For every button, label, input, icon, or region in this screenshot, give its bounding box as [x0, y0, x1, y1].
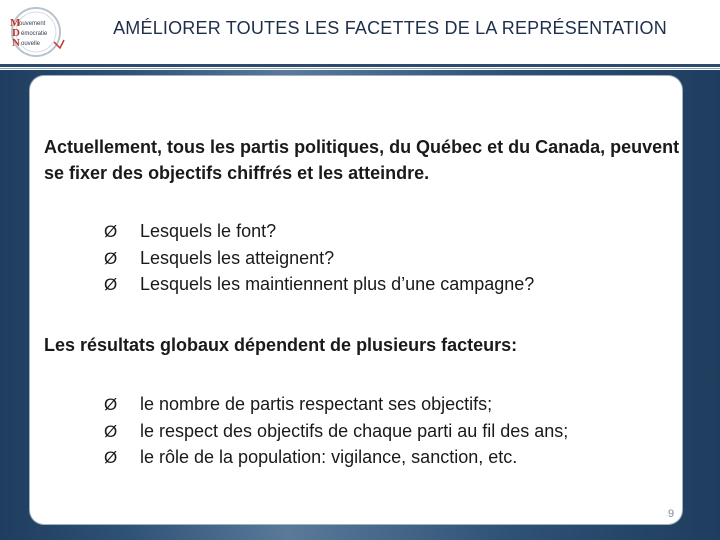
questions-list — [104, 218, 534, 298]
intro-paragraph: Actuellement, tous les partis politiques, du Québec et du Canada, peuvent se fixer des objectifs chiffrés et les atteindre. — [44, 137, 680, 183]
svg-text:ouvelle: ouvelle — [21, 41, 41, 47]
list-item-text: Lesquels le font? — [140, 221, 277, 241]
list-item-text: Lesquels les atteignent? — [140, 247, 335, 268]
svg-text:M: M — [10, 17, 21, 29]
factors-paragraph: Les résultats globaux dépendent de plusieurs facteurs: — [44, 335, 518, 355]
arrow-bullet-icon: Ø — [104, 248, 118, 268]
list-item-text: le nombre de partis respectant ses objectifs; — [140, 394, 493, 414]
list-item — [104, 418, 568, 445]
list-item — [104, 245, 534, 272]
list-item-text: Lesquels les maintiennent plus d’une campagne? — [140, 274, 535, 294]
page-number: 9 — [668, 508, 675, 520]
page-title: AMÉLIORER TOUTES LES FACETTES DE LA REPRÉSENTATION — [113, 18, 667, 38]
svg-text:D: D — [12, 27, 20, 39]
svg-text:émocratie: émocratie — [21, 31, 48, 37]
header-divider-thin — [0, 68, 720, 69]
header-divider — [0, 64, 720, 67]
mdn-logo — [4, 6, 68, 58]
arrow-bullet-icon: Ø — [104, 421, 118, 441]
arrow-bullet-icon: Ø — [104, 275, 118, 294]
list-item — [104, 218, 534, 245]
factors-list — [104, 391, 568, 471]
list-item-text: le rôle de la population: vigilance, sanction, etc. — [140, 447, 518, 467]
arrow-bullet-icon: Ø — [104, 448, 118, 467]
list-item — [104, 391, 568, 418]
list-item-text: le respect des objectifs de chaque parti au fil des ans; — [140, 420, 569, 441]
header — [0, 0, 720, 62]
svg-text:N: N — [12, 37, 20, 49]
svg-text:ouvement: ouvement — [19, 21, 46, 27]
arrow-bullet-icon: Ø — [104, 395, 118, 414]
list-item — [104, 271, 534, 298]
list-item — [104, 444, 568, 471]
arrow-bullet-icon: Ø — [104, 222, 118, 241]
